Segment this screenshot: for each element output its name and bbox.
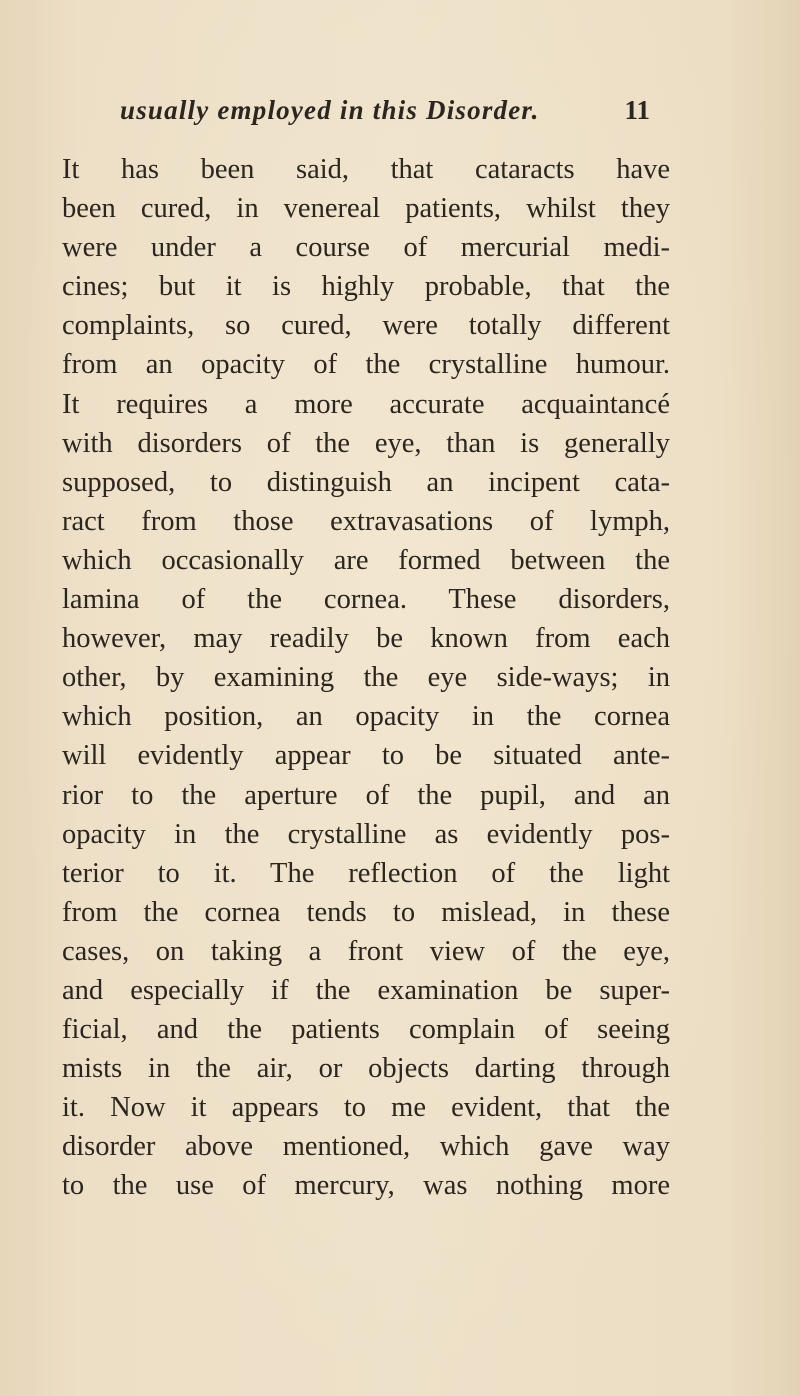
- text-line: from an opacity of the crystalline humour.: [62, 349, 670, 381]
- text-line: It requires a more accurate acquaintancé: [62, 388, 670, 420]
- text-line: however, may readily be known from each: [62, 623, 670, 655]
- text-line: and especially if the examination be super-: [62, 974, 670, 1006]
- body-text: [62, 150, 670, 1206]
- text-line: complaints, so cured, were totally different: [62, 310, 670, 342]
- text-line: will evidently appear to be situated ante-: [62, 740, 670, 772]
- running-title: usually employed in this Disorder.: [120, 95, 540, 125]
- text-line: with disorders of the eye, than is generally: [62, 427, 670, 459]
- text-line: rior to the aperture of the pupil, and an: [62, 779, 670, 811]
- text-line: terior to it. The reflection of the light: [62, 857, 670, 889]
- text-line: were under a course of mercurial medi-: [62, 232, 670, 264]
- text-line: which occasionally are formed between the: [62, 544, 670, 576]
- text-line: from the cornea tends to mislead, in these: [62, 896, 670, 928]
- text-line: mists in the air, or objects darting through: [62, 1053, 670, 1085]
- text-line: been cured, in venereal patients, whilst they: [62, 193, 670, 225]
- text-line: opacity in the crystalline as evidently pos-: [62, 818, 670, 850]
- text-line: lamina of the cornea. These disorders,: [62, 584, 670, 616]
- text-line: cases, on taking a front view of the eye,: [62, 935, 670, 967]
- text-line: it. Now it appears to me evident, that the: [62, 1092, 670, 1124]
- text-line: ficial, and the patients complain of seeing: [62, 1014, 670, 1046]
- text-line: which position, an opacity in the cornea: [62, 701, 670, 733]
- text-line: other, by examining the eye side-ways; in: [62, 662, 670, 694]
- text-line: ract from those extravasations of lymph,: [62, 505, 670, 537]
- text-line: to the use of mercury, was nothing more: [62, 1170, 670, 1202]
- text-line: disorder above mentioned, which gave way: [62, 1131, 670, 1163]
- text-line: It has been said, that cataracts have: [62, 154, 670, 185]
- running-head: [120, 95, 650, 135]
- page-number: 11: [624, 95, 650, 125]
- text-line: supposed, to distinguish an incipent cata-: [62, 466, 670, 498]
- text-line: cines; but it is highly probable, that the: [62, 271, 670, 303]
